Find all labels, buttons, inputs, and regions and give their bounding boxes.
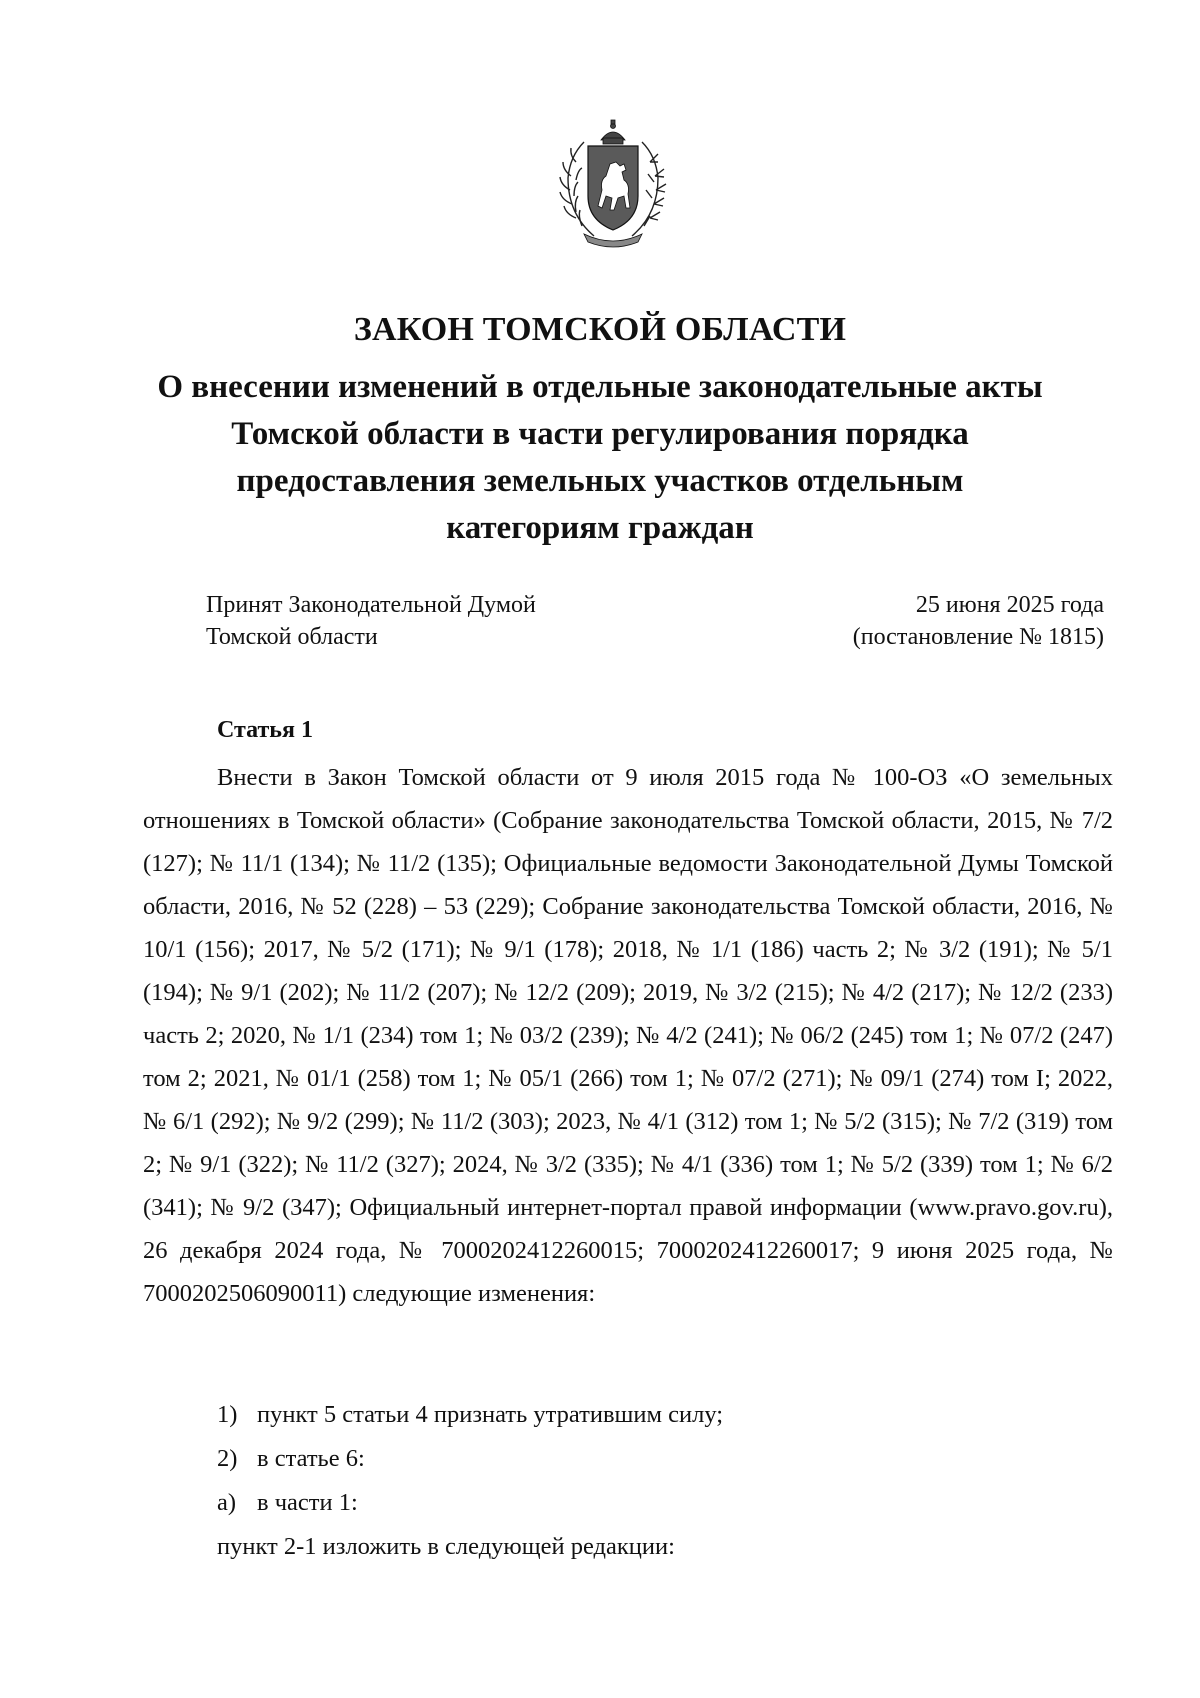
adopted-by-line2: Томской области	[206, 624, 378, 650]
list-item	[217, 1443, 365, 1475]
adoption-date-block	[853, 589, 1104, 653]
list-item-text: пункт 5 статьи 4 признать утратившим силу;	[257, 1401, 724, 1428]
adoption-date: 25 июня 2025 года	[915, 592, 1104, 618]
list-item-text: в части 1:	[257, 1489, 358, 1516]
list-item	[217, 1487, 358, 1519]
law-title: ЗАКОН ТОМСКОЙ ОБЛАСТИ	[353, 311, 847, 348]
tomsk-oblast-coat-of-arms-icon	[554, 118, 672, 250]
list-item-text: в статье 6:	[257, 1445, 365, 1472]
final-line: пункт 2-1 изложить в следующей редакции:	[217, 1533, 675, 1560]
article-paragraph: Внести в Закон Томской области от 9 июля 2015 года № 100-ОЗ «О земельных отношениях в Томской области» (Собрание законодательства Томской области, 2015, № 7/2 (127); № 11/1 (134); № 11/2 (135); Официальные ведомости Законодательной Думы Томской области, 2016, № 52 (228) – 53 (229); Собрание законодательства Томской области, 2016, № 10/1 (156); 2017, № 5/2 (171); № 9/1 (178); 2018, № 1/1 (186) часть 2; № 3/2 (191); № 5/1 (194); № 9/1 (202); № 11/2 (207); № 12/2 (209); 2019, № 3/2 (215); № 4/2 (217); № 12/2 (233) часть 2; 2020, № 1/1 (234) том 1; № 03/2 (239); № 4/2 (241); № 06/2 (245) том 1; № 07/2 (247) том 2; 2021, № 01/1 (258) том 1; № 05/1 (266) том 1; № 07/2 (271); № 09/1 (274) том I; 2022, № 6/1 (292); № 9/2 (299); № 11/2 (303); 2023, № 4/1 (312) том 1; № 5/2 (315); № 7/2 (319) том 2; № 9/1 (322); № 11/2 (327); 2024, № 3/2 (335); № 4/1 (336) том 1; № 5/2 (339) том 1; № 6/2 (341); № 9/2 (347); Официальный интернет-портал правой информации (www.pravo.gov.ru), 26 декабря 2024 года, № 7000202412260015; 7000202412260017; 9 июня 2025 года, № 7000202506090011) следующие изменения:	[143, 764, 1113, 1307]
article-heading: Статья 1	[217, 717, 313, 743]
adopted-by-line1: Принят Законодательной Думой	[206, 592, 536, 618]
list-item-number: 2)	[217, 1445, 238, 1472]
adopted-by	[206, 589, 536, 653]
list-item	[217, 1399, 723, 1431]
resolution-number: (постановление № 1815)	[852, 624, 1104, 650]
law-subtitle: О внесении изменений в отдельные законодательные акты Томской области в части регулирования порядка предоставления земельных участков отдельным категориям граждан	[157, 369, 1043, 546]
list-item-number: 1)	[217, 1401, 238, 1428]
list-item-number: а)	[217, 1489, 237, 1516]
